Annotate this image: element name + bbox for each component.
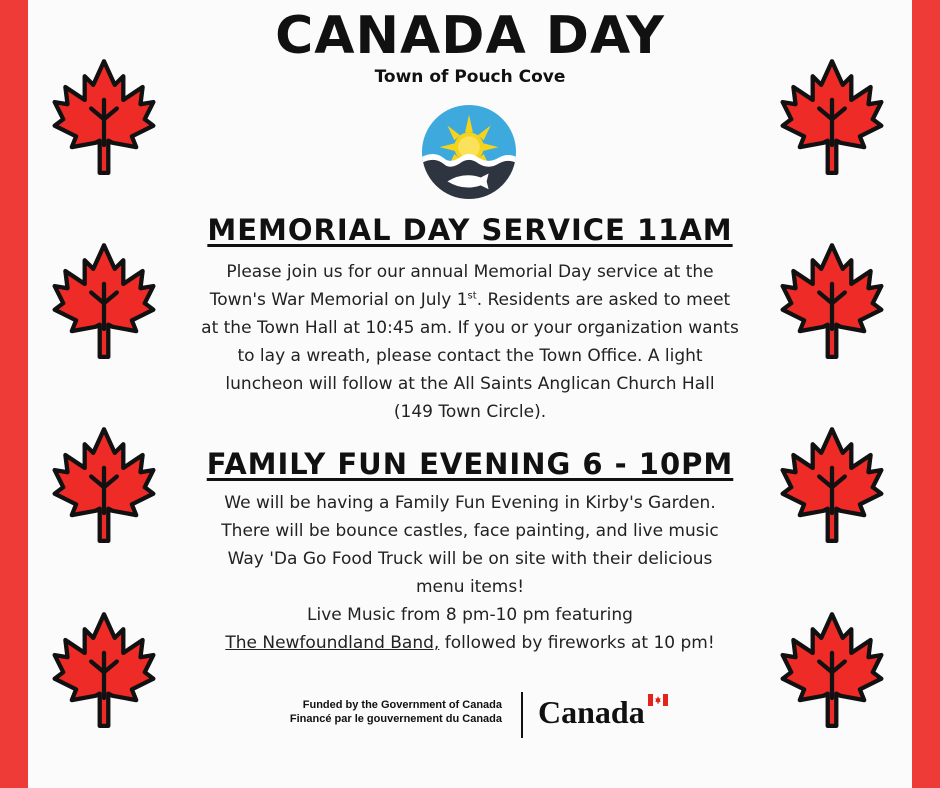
footer-divider	[521, 692, 523, 738]
maple-leaf-icon	[778, 241, 886, 359]
maple-leaf-icon	[50, 425, 158, 543]
right-red-border	[912, 0, 940, 788]
funding-statement: Funded by the Government of Canada Financé par le gouvernement du Canada	[289, 699, 502, 725]
town-logo	[420, 103, 518, 201]
canada-wordmark: Canada	[538, 694, 645, 730]
section1-body: Please join us for our annual Memorial Day service at the Town's War Memorial on July 1st. Residents are asked to meet at the Town Hall at 10:45 am. If you or your organization wants to lay a wreath, please contact the Town Office. A light luncheon will follow at the All Saints Anglican Church Hall (149 Town Circle).	[201, 262, 739, 422]
maple-leaf-icon	[50, 241, 158, 359]
section2-heading: FAMILY FUN EVENING 6 - 10PM	[206, 447, 734, 481]
poster-subtitle: Town of Pouch Cove	[374, 67, 566, 87]
maple-leaf-icon	[778, 425, 886, 543]
poster-title: CANADA DAY	[275, 6, 665, 66]
canada-flag-icon	[648, 694, 668, 706]
left-red-border	[0, 0, 28, 788]
footer	[0, 692, 940, 742]
section1-heading: MEMORIAL DAY SERVICE 11AM	[207, 213, 733, 247]
section2-body: We will be having a Family Fun Evening in Kirby's Garden. There will be bounce castles, face painting, and live music Way 'Da Go Food Truck will be on site with their delicious menu items! Live Music from 8 pm-10 pm featuring The Newfoundland Band, followed by fireworks at 10 pm!	[221, 493, 719, 653]
band-link[interactable]: The Newfoundland Band,	[225, 633, 440, 653]
